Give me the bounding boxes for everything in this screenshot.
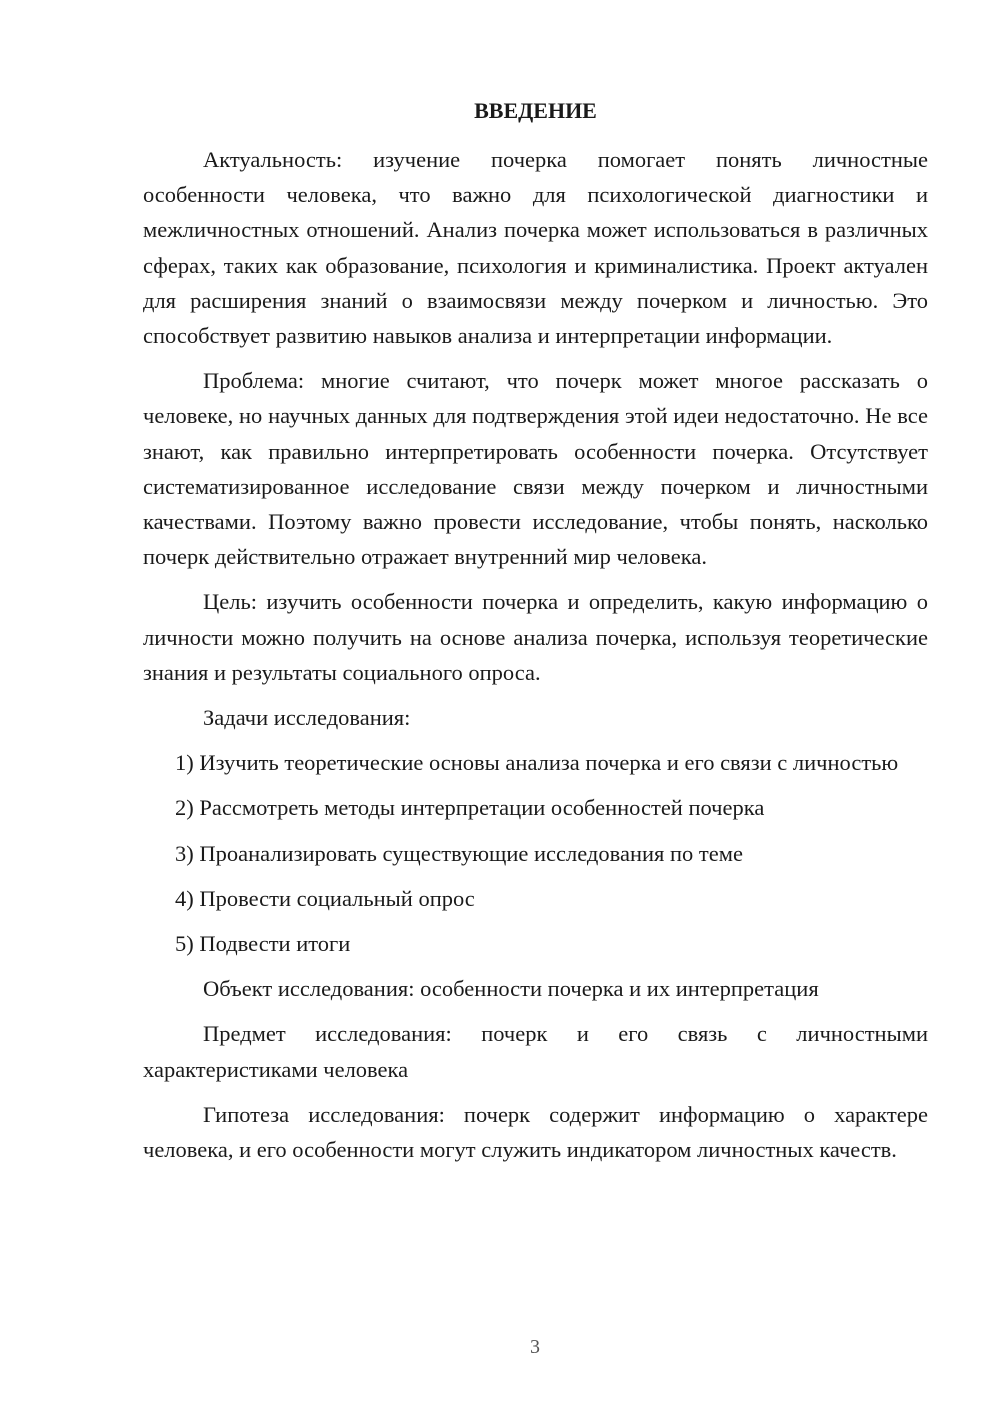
problem-paragraph: Проблема: многие считают, что почерк может многое рассказать о человеке, но научных данных для подтверждения этой идеи недостаточно. Не все знают, как правильно интерпретировать особенности почерка. Отсутствует систематизированное исследование связи между почерком и личностными качествами. Поэтому важно провести исследование, чтобы понять, насколько почерк действительно отражает внутренний мир человека.: [143, 368, 928, 570]
tasks-heading: Задачи исследования:: [203, 705, 411, 731]
section-title: ВВЕДЕНИЕ: [474, 98, 597, 123]
page-number: 3: [530, 1336, 540, 1358]
task-item-5: 5) Подвести итоги: [175, 931, 351, 957]
research-subject-paragraph: Предмет исследования: почерк и его связь с личностными характеристиками человека: [143, 1021, 928, 1082]
task-item-4: 4) Провести социальный опрос: [175, 885, 475, 911]
research-object-paragraph: Объект исследования: особенности почерка и их интерпретация: [203, 976, 819, 1002]
relevance-paragraph: Актуальность: изучение почерка помогает понять личностные особенности человека, что важно для психологической диагностики и межличностных отношений. Анализ почерка может использоваться в различных сферах, таких как образование, психология и криминалистика. Проект актуален для расширения знаний о взаимосвязи между почерком и личностью. Это способствует развитию навыков анализа и интерпретации информации.: [143, 147, 928, 349]
task-item-3: 3) Проанализировать существующие исследования по теме: [175, 840, 743, 866]
hypothesis-paragraph: Гипотеза исследования: почерк содержит информацию о характере человека, и его особенности могут служить индикатором личностных качеств.: [143, 1101, 928, 1163]
task-item-2: 2) Рассмотреть методы интерпретации особенностей почерка: [175, 795, 765, 821]
task-item-1: 1) Изучить теоретические основы анализа почерка и его связи с личностью: [175, 750, 899, 776]
document-body: [143, 142, 928, 1177]
goal-paragraph: Цель: изучить особенности почерка и определить, какую информацию о личности можно получить на основе анализа почерка, используя теоретические знания и результаты социального опроса.: [143, 589, 928, 685]
